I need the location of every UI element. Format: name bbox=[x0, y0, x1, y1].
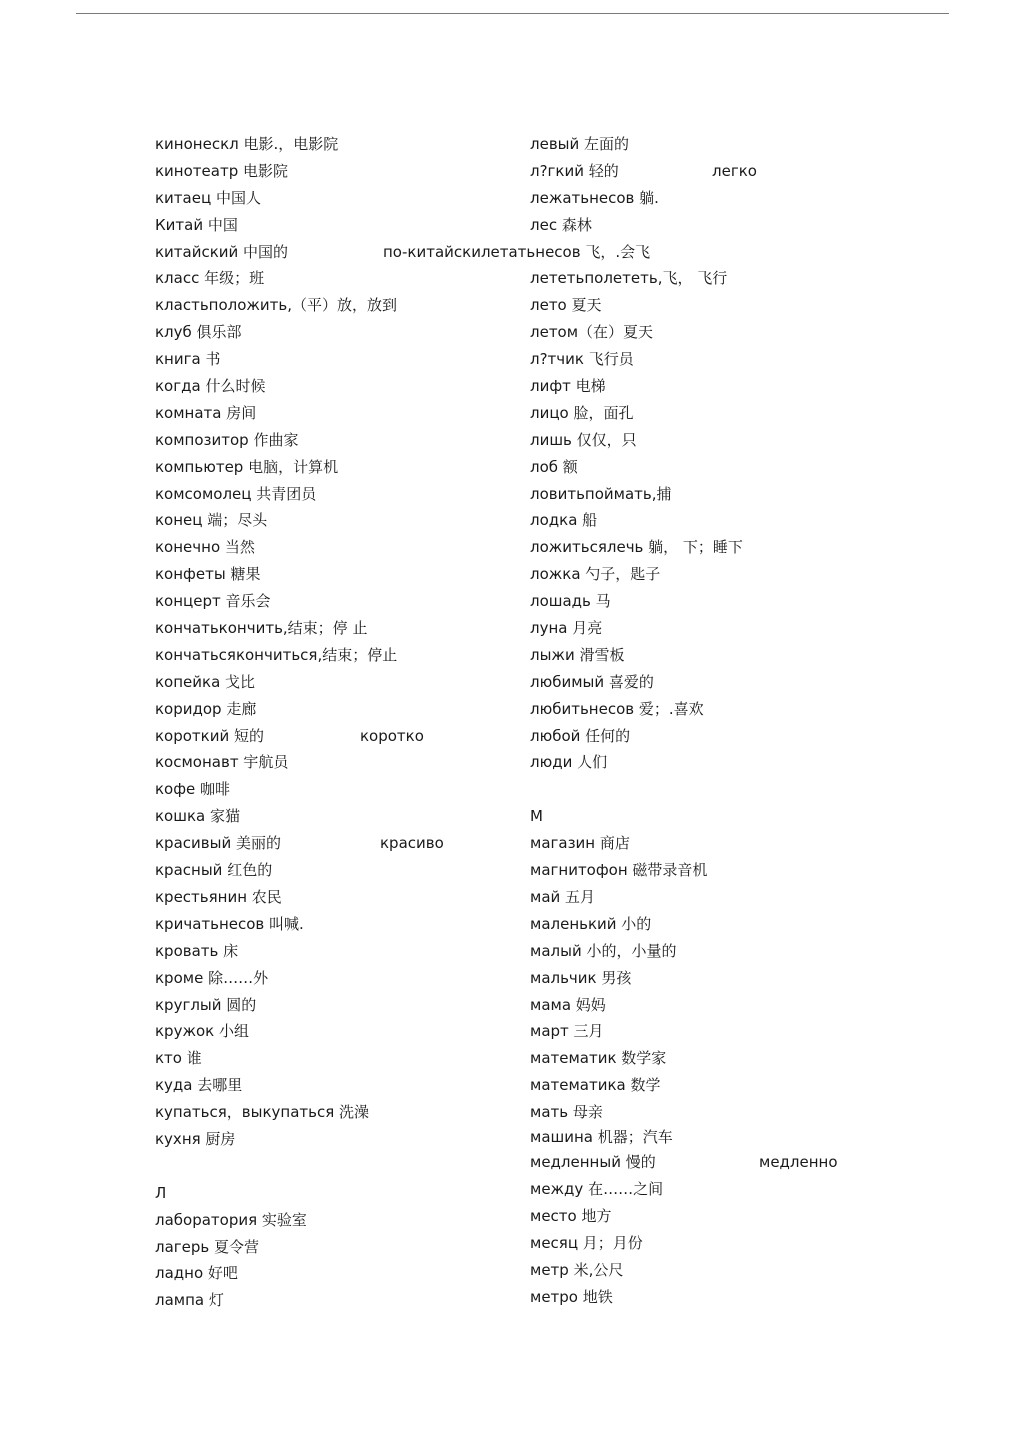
vocab-entry-text: комната 房间 bbox=[155, 403, 257, 422]
vocab-entry-text: метр 米,公尺 bbox=[530, 1261, 624, 1280]
vocab-entry bbox=[530, 265, 950, 292]
vocab-entry bbox=[155, 1234, 525, 1261]
vocab-entry-text: куда 去哪里 bbox=[155, 1076, 243, 1095]
vocab-entry bbox=[530, 911, 950, 938]
vocab-entry bbox=[530, 830, 950, 857]
vocab-entry-text: композитор 作曲家 bbox=[155, 430, 299, 449]
vocab-entry bbox=[530, 1230, 950, 1257]
vocab-entry-text: математика 数学 bbox=[530, 1076, 661, 1095]
vocab-entry bbox=[530, 292, 950, 319]
vocab-entry-text: коридор 走廊 bbox=[155, 699, 257, 718]
vocab-entry-text: круглый 圆的 bbox=[155, 995, 257, 1014]
vocab-entry bbox=[155, 911, 525, 938]
vocab-entry bbox=[530, 965, 950, 992]
right-column bbox=[530, 131, 950, 1311]
vocab-entry bbox=[530, 319, 950, 346]
vocab-entry-extra: красиво bbox=[380, 834, 444, 853]
vocab-entry bbox=[155, 884, 525, 911]
vocab-entry-text: кричатьнесов 叫喊. bbox=[155, 914, 304, 933]
vocab-entry-text: красный 红色的 bbox=[155, 861, 273, 880]
vocab-entry-text: когда 什么时候 bbox=[155, 377, 266, 396]
vocab-entry bbox=[530, 1045, 950, 1072]
vocab-entry bbox=[155, 427, 525, 454]
vocab-entry bbox=[155, 992, 525, 1019]
vocab-entry-text: лететьполететь,飞， 飞行 bbox=[530, 269, 728, 288]
vocab-entry bbox=[155, 1099, 525, 1126]
vocab-entry bbox=[155, 212, 525, 239]
vocab-entry-text: луна 月亮 bbox=[530, 619, 603, 638]
vocab-entry bbox=[530, 454, 950, 481]
vocab-entry-text: лампа 灯 bbox=[155, 1291, 224, 1310]
vocab-entry bbox=[530, 1126, 950, 1150]
vocab-entry-text: лошадь 马 bbox=[530, 592, 611, 611]
vocab-entry-extra: медленно bbox=[759, 1153, 838, 1172]
vocab-entry bbox=[155, 561, 525, 588]
vocab-entry-text: лишь 仅仅，只 bbox=[530, 430, 637, 449]
vocab-entry bbox=[155, 481, 525, 508]
vocab-entry bbox=[155, 642, 525, 669]
vocab-entry bbox=[530, 803, 950, 830]
vocab-entry-text: ловитьпоймать,捕 bbox=[530, 484, 672, 503]
vocab-entry-text: май 五月 bbox=[530, 887, 596, 906]
vocab-entry-text: кроме 除……外 bbox=[155, 968, 269, 987]
vocab-entry-text: кофе 咖啡 bbox=[155, 780, 231, 799]
vocab-entry-text: математик 数学家 bbox=[530, 1049, 667, 1068]
vocab-entry-text: между 在……之间 bbox=[530, 1180, 664, 1199]
vocab-entry bbox=[530, 481, 950, 508]
vocab-entry bbox=[155, 239, 651, 266]
vocab-entry bbox=[530, 400, 950, 427]
vocab-entry-text: конечно 当然 bbox=[155, 538, 255, 557]
vocab-entry bbox=[155, 265, 525, 292]
vocab-entry bbox=[155, 1153, 525, 1180]
vocab-entry-text: лыжи 滑雪板 bbox=[530, 645, 625, 664]
vocab-entry bbox=[530, 723, 950, 750]
vocab-entry-text: лодка 船 bbox=[530, 511, 598, 530]
vocab-entry bbox=[530, 185, 950, 212]
vocab-entry bbox=[155, 534, 525, 561]
vocab-entry bbox=[155, 588, 525, 615]
vocab-entry bbox=[155, 292, 525, 319]
vocab-entry-text: купаться，выкупаться 洗澡 bbox=[155, 1103, 370, 1122]
vocab-entry-text: любимый 喜爱的 bbox=[530, 672, 654, 691]
vocab-entry-text: л?тчик 飞行员 bbox=[530, 350, 634, 369]
vocab-entry bbox=[155, 857, 525, 884]
vocab-entry bbox=[155, 749, 525, 776]
vocab-entry-text: китаец 中国人 bbox=[155, 188, 261, 207]
vocab-entry bbox=[155, 185, 525, 212]
vocab-entry-extra: коротко bbox=[360, 726, 424, 745]
vocab-entry-text: кинонескл 电影.，电影院 bbox=[155, 135, 339, 153]
vocab-entry-text: Л bbox=[155, 1183, 167, 1202]
vocab-entry bbox=[530, 1203, 950, 1230]
vocab-entry-text: кончатьсякончиться,结束；停止 bbox=[155, 645, 398, 664]
vocab-entry-text: лаборатория 实验室 bbox=[155, 1210, 307, 1229]
vocab-entry-text: концерт 音乐会 bbox=[155, 592, 271, 611]
vocab-entry-text: лежатьнесов 躺. bbox=[530, 188, 659, 207]
vocab-entry bbox=[530, 884, 950, 911]
vocab-entry-text: китайский 中国的 bbox=[155, 242, 289, 261]
vocab-entry-text: космонавт 宇航员 bbox=[155, 753, 289, 772]
vocab-entry bbox=[530, 158, 950, 185]
vocab-entry bbox=[530, 1149, 950, 1176]
vocab-entry-text: копейка 戈比 bbox=[155, 672, 256, 691]
vocab-entry-text: магазин 商店 bbox=[530, 834, 630, 853]
vocab-entry bbox=[530, 857, 950, 884]
vocab-entry bbox=[155, 1045, 525, 1072]
vocab-entry-text: красивый 美丽的 bbox=[155, 834, 281, 853]
vocab-entry bbox=[530, 1099, 950, 1126]
vocab-entry bbox=[155, 830, 525, 857]
vocab-entry-extra: легко bbox=[712, 161, 757, 180]
vocab-entry-text: кухня 厨房 bbox=[155, 1129, 236, 1148]
vocab-entry bbox=[155, 131, 525, 158]
vocab-entry bbox=[155, 723, 525, 750]
top-rule bbox=[76, 13, 949, 14]
vocab-entry-text: класс 年级；班 bbox=[155, 269, 265, 288]
vocab-entry-text: конец 端；尽头 bbox=[155, 511, 268, 530]
vocab-entry bbox=[155, 776, 525, 803]
vocab-entry-text: компьютер 电脑，计算机 bbox=[155, 457, 339, 476]
vocab-entry bbox=[530, 131, 950, 158]
vocab-entry-text: любитьнесов 爱；.喜欢 bbox=[530, 699, 704, 718]
vocab-entry bbox=[155, 373, 525, 400]
vocab-entry bbox=[530, 1176, 950, 1203]
vocab-entry-text: месяц 月；月份 bbox=[530, 1234, 643, 1253]
vocab-entry-text: лагерь 夏令营 bbox=[155, 1237, 260, 1256]
vocab-entry bbox=[530, 561, 950, 588]
vocab-entry bbox=[155, 1018, 525, 1045]
vocab-entry bbox=[155, 1072, 525, 1099]
vocab-entry bbox=[530, 346, 950, 373]
vocab-entry-text: ладно 好吧 bbox=[155, 1264, 238, 1283]
vocab-entry bbox=[530, 1284, 950, 1311]
vocab-entry bbox=[155, 454, 525, 481]
vocab-entry bbox=[530, 776, 950, 803]
vocab-entry bbox=[155, 1287, 525, 1314]
vocab-entry-text: мать 母亲 bbox=[530, 1103, 603, 1122]
vocab-entry-text: машина 机器；汽车 bbox=[530, 1127, 673, 1146]
vocab-entry-text: М bbox=[530, 807, 543, 826]
vocab-entry bbox=[530, 615, 950, 642]
vocab-entry-text: кровать 床 bbox=[155, 941, 239, 960]
vocab-entry-text: март 三月 bbox=[530, 1022, 604, 1041]
vocab-entry bbox=[530, 992, 950, 1019]
vocab-entry bbox=[530, 749, 950, 776]
vocab-entry bbox=[530, 938, 950, 965]
vocab-entry-text: маленький 小的 bbox=[530, 914, 652, 933]
vocab-entry bbox=[530, 534, 950, 561]
vocab-entry-text: магнитофон 磁带录音机 bbox=[530, 861, 708, 880]
vocab-entry-text: ложитьсялечь 躺， 下；睡下 bbox=[530, 538, 743, 557]
vocab-entry-text: лоб 额 bbox=[530, 457, 578, 476]
vocab-entry-text: левый 左面的 bbox=[530, 135, 630, 153]
vocab-entry bbox=[155, 1180, 525, 1207]
vocab-entry-text: место 地方 bbox=[530, 1207, 612, 1226]
vocab-entry bbox=[155, 346, 525, 373]
vocab-entry-text: ложка 勺子，匙子 bbox=[530, 565, 661, 584]
vocab-entry-text: кинотеатр 电影院 bbox=[155, 161, 288, 180]
vocab-entry bbox=[530, 239, 950, 266]
vocab-entry-extra: по-китайскилетатьнесов 飞，.会飞 bbox=[383, 242, 651, 261]
vocab-entry-text: клуб 俱乐部 bbox=[155, 323, 242, 342]
vocab-entry-text: комсомолец 共青团员 bbox=[155, 484, 317, 503]
vocab-entry bbox=[530, 212, 950, 239]
vocab-entry bbox=[155, 615, 525, 642]
vocab-entry-text: медленный 慢的 bbox=[530, 1153, 656, 1172]
vocab-entry bbox=[530, 696, 950, 723]
vocab-entry-text: л?гкий 轻的 bbox=[530, 161, 619, 180]
vocab-entry bbox=[155, 400, 525, 427]
vocab-entry-text: короткий 短的 bbox=[155, 726, 264, 745]
vocab-entry bbox=[155, 669, 525, 696]
vocab-entry-text: кончатькончить,结束；停 止 bbox=[155, 619, 368, 638]
vocab-entry bbox=[530, 507, 950, 534]
vocab-entry-text: лифт 电梯 bbox=[530, 377, 606, 396]
vocab-entry-text: книга 书 bbox=[155, 350, 221, 369]
vocab-entry bbox=[155, 507, 525, 534]
vocab-entry bbox=[155, 1260, 525, 1287]
vocab-entry-text: конфеты 糖果 bbox=[155, 565, 261, 584]
vocab-entry bbox=[155, 696, 525, 723]
vocab-entry-text: лес 森林 bbox=[530, 215, 592, 234]
vocab-entry bbox=[530, 1018, 950, 1045]
vocab-entry bbox=[155, 965, 525, 992]
vocab-entry-text: малый 小的，小量的 bbox=[530, 941, 677, 960]
vocab-entry-text: Китай 中国 bbox=[155, 215, 238, 234]
vocab-entry bbox=[530, 669, 950, 696]
vocab-entry bbox=[530, 642, 950, 669]
vocab-entry-text: мама 妈妈 bbox=[530, 995, 606, 1014]
vocab-entry bbox=[155, 1126, 525, 1153]
vocab-entry bbox=[155, 158, 525, 185]
vocab-entry-text: люди 人们 bbox=[530, 753, 608, 772]
vocab-entry bbox=[155, 938, 525, 965]
vocab-entry-text: кто 谁 bbox=[155, 1049, 202, 1068]
vocab-entry-text: любой 任何的 bbox=[530, 726, 631, 745]
vocab-entry bbox=[530, 588, 950, 615]
vocab-entry-text: лицо 脸，面孔 bbox=[530, 403, 634, 422]
vocab-entry-text: кластьположить,（平）放，放到 bbox=[155, 296, 398, 315]
vocab-entry bbox=[155, 319, 525, 346]
vocab-entry bbox=[155, 1207, 525, 1234]
vocab-entry-text: лето 夏天 bbox=[530, 296, 602, 315]
vocab-entry-text: метро 地铁 bbox=[530, 1287, 613, 1306]
vocab-entry bbox=[530, 1072, 950, 1099]
vocab-entry bbox=[530, 427, 950, 454]
vocab-entry-text: крестьянин 农民 bbox=[155, 887, 282, 906]
vocab-entry bbox=[155, 803, 525, 830]
vocab-entry-text: мальчик 男孩 bbox=[530, 968, 632, 987]
vocab-entry-text: кружок 小组 bbox=[155, 1022, 249, 1041]
vocab-entry-text: летом（在）夏天 bbox=[530, 323, 654, 342]
vocab-entry bbox=[530, 1257, 950, 1284]
vocab-entry bbox=[530, 373, 950, 400]
vocab-entry-text: кошка 家猫 bbox=[155, 807, 240, 826]
